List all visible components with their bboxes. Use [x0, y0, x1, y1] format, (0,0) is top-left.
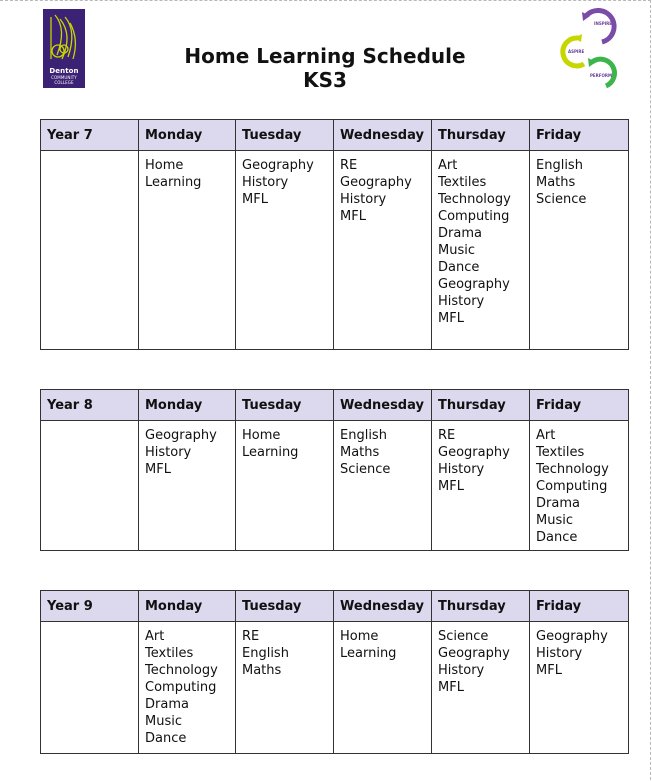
- day-header: Thursday: [432, 591, 530, 622]
- subjects-cell: [432, 151, 530, 350]
- subject-item: RE: [340, 158, 358, 173]
- subject-item: Learning: [242, 445, 299, 460]
- denton-college-logo: [43, 9, 85, 88]
- subject-item: Art: [438, 158, 458, 173]
- year-label: Year 7: [41, 120, 139, 151]
- subject-item: Home: [242, 428, 281, 443]
- subject-item: Home: [340, 629, 379, 644]
- subjects-cell: [334, 421, 432, 551]
- day-header: Tuesday: [236, 591, 334, 622]
- year-label: Year 8: [41, 390, 139, 421]
- subject-item: Textiles: [438, 175, 487, 190]
- empty-cell: [41, 151, 139, 350]
- subject-item: Science: [438, 629, 489, 644]
- subject-item: Science: [340, 462, 391, 477]
- subjects-cell: [236, 151, 334, 350]
- subject-item: Drama: [438, 226, 482, 241]
- subject-item: Textiles: [536, 445, 585, 460]
- subject-item: English: [242, 646, 289, 661]
- subject-item: History: [438, 294, 485, 309]
- subject-item: History: [438, 663, 485, 678]
- day-header: Friday: [530, 120, 629, 151]
- subjects-cell: [432, 622, 530, 754]
- table-header-row: [41, 591, 629, 622]
- subject-item: Dance: [145, 731, 187, 746]
- year-8-schedule-table: [40, 389, 629, 551]
- year-label: Year 9: [41, 591, 139, 622]
- subjects-cell: [530, 151, 629, 350]
- day-header: Friday: [530, 390, 629, 421]
- subject-item: History: [536, 646, 583, 661]
- subject-item: English: [340, 428, 387, 443]
- day-header: Thursday: [432, 390, 530, 421]
- subject-item: RE: [438, 428, 456, 443]
- subject-item: Music: [145, 714, 182, 729]
- subjects-cell: [530, 622, 629, 754]
- table-row: [41, 622, 629, 754]
- logo-word-aspire: ASPIRE: [568, 49, 585, 54]
- subject-item: Art: [536, 428, 556, 443]
- subject-item: MFL: [242, 192, 268, 207]
- subject-item: Learning: [145, 175, 202, 190]
- subject-item: Maths: [536, 175, 576, 190]
- subject-item: Home: [145, 158, 184, 173]
- subject-item: Technology: [438, 192, 511, 207]
- subject-item: RE: [242, 629, 260, 644]
- subject-item: Maths: [340, 445, 380, 460]
- subjects-cell: [334, 622, 432, 754]
- subject-item: MFL: [145, 462, 171, 477]
- year-7-schedule-table: [40, 119, 629, 350]
- subject-item: Drama: [536, 496, 580, 511]
- day-header: Wednesday: [334, 390, 432, 421]
- subject-item: History: [242, 175, 289, 190]
- subjects-cell: [139, 622, 236, 754]
- subject-item: Technology: [145, 663, 218, 678]
- logo-text: COMMUNITY: [51, 75, 77, 80]
- subjects-cell: [139, 151, 236, 350]
- subject-item: Drama: [145, 697, 189, 712]
- subject-item: History: [145, 445, 192, 460]
- subject-item: Geography: [438, 445, 510, 460]
- day-header: Friday: [530, 591, 629, 622]
- subject-item: History: [438, 462, 485, 477]
- subject-item: Geography: [242, 158, 314, 173]
- subjects-cell: [139, 421, 236, 551]
- inspire-aspire-perform-logo: [558, 8, 624, 92]
- subject-item: Science: [536, 192, 587, 207]
- table-row: [41, 151, 629, 350]
- subjects-cell: [334, 151, 432, 350]
- subject-item: Art: [145, 629, 165, 644]
- subject-item: Dance: [536, 530, 578, 545]
- day-header: Thursday: [432, 120, 530, 151]
- subject-item: Geography: [536, 629, 608, 644]
- subject-item: MFL: [340, 209, 366, 224]
- empty-cell: [41, 622, 139, 754]
- logo-word-perform: PERFORM: [590, 73, 612, 78]
- subject-item: Music: [438, 243, 475, 258]
- subjects-cell: [432, 421, 530, 551]
- subject-item: Geography: [145, 428, 217, 443]
- subject-item: Computing: [145, 680, 217, 695]
- subject-item: Learning: [340, 646, 397, 661]
- subject-item: MFL: [438, 680, 464, 695]
- subject-item: Computing: [438, 209, 510, 224]
- subject-item: Geography: [438, 277, 510, 292]
- day-header: Monday: [139, 390, 236, 421]
- subject-item: Technology: [536, 462, 609, 477]
- subjects-cell: [236, 421, 334, 551]
- day-header: Wednesday: [334, 591, 432, 622]
- subject-item: Computing: [536, 479, 608, 494]
- year-9-schedule-table: [40, 590, 629, 754]
- table-row: [41, 421, 629, 551]
- subject-item: Dance: [438, 260, 480, 275]
- day-header: Monday: [139, 591, 236, 622]
- subject-item: Textiles: [145, 646, 194, 661]
- subject-item: Music: [536, 513, 573, 528]
- empty-cell: [41, 421, 139, 551]
- subject-item: Maths: [242, 663, 282, 678]
- subject-item: Geography: [438, 646, 510, 661]
- logo-text: COLLEGE: [54, 80, 74, 85]
- subjects-cell: [236, 622, 334, 754]
- day-header: Tuesday: [236, 390, 334, 421]
- subject-item: History: [340, 192, 387, 207]
- subject-item: MFL: [536, 663, 562, 678]
- subject-item: MFL: [438, 311, 464, 326]
- page-title: Home Learning Schedule KS3: [184, 44, 466, 92]
- logo-text: Denton: [49, 67, 79, 75]
- day-header: Monday: [139, 120, 236, 151]
- table-header-row: [41, 390, 629, 421]
- day-header: Wednesday: [334, 120, 432, 151]
- subjects-cell: [530, 421, 629, 551]
- table-header-row: [41, 120, 629, 151]
- subject-item: Geography: [340, 175, 412, 190]
- subject-item: English: [536, 158, 583, 173]
- logo-word-inspire: INSPIRE: [594, 21, 612, 26]
- day-header: Tuesday: [236, 120, 334, 151]
- subject-item: MFL: [438, 479, 464, 494]
